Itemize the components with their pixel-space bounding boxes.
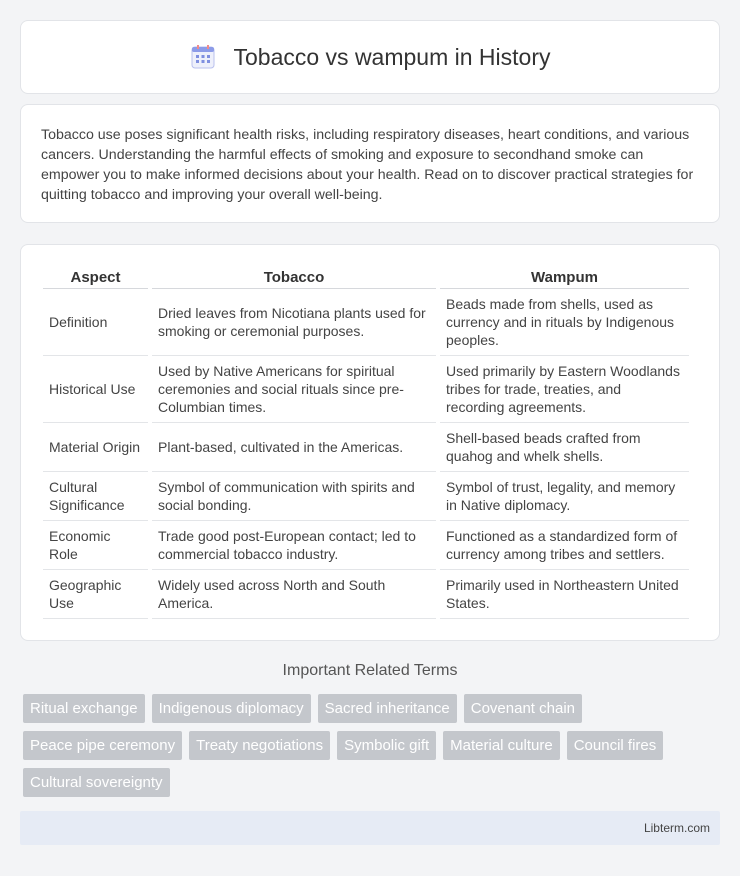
table-row [43, 570, 689, 619]
wampum-cell: Functioned as a standardized form of currency among tribes and settlers. [440, 521, 689, 570]
calendar-grid-icon [190, 44, 216, 70]
tobacco-cell: Trade good post-European contact; led to commercial tobacco industry. [152, 521, 436, 570]
term-tag[interactable]: Treaty negotiations [189, 731, 330, 760]
related-terms-list [23, 694, 723, 797]
wampum-cell: Beads made from shells, used as currency and in rituals by Indigenous peoples. [440, 289, 689, 356]
table-row [43, 472, 689, 521]
aspect-cell: Material Origin [43, 423, 148, 472]
term-tag[interactable]: Indigenous diplomacy [152, 694, 311, 723]
term-tag[interactable]: Ritual exchange [23, 694, 145, 723]
table-row [43, 423, 689, 472]
intro-text: Tobacco use poses significant health risks, including respiratory diseases, heart conditions, and various cancers. Understanding the harmful effects of smoking and exposure to secondhand smoke can empower you to make informed decisions about your health. Read on to discover practical strategies for quitting tobacco and improving your overall well-being. [41, 127, 694, 203]
term-tag[interactable]: Sacred inheritance [318, 694, 457, 723]
wampum-cell: Symbol of trust, legality, and memory in Native diplomacy. [440, 472, 689, 521]
aspect-cell: Economic Role [43, 521, 148, 570]
tobacco-cell: Dried leaves from Nicotiana plants used for smoking or ceremonial purposes. [152, 289, 436, 356]
term-tag[interactable]: Material culture [443, 731, 560, 760]
aspect-cell: Historical Use [43, 356, 148, 423]
column-header: Wampum [440, 265, 689, 289]
intro-card [20, 104, 720, 223]
header-card [20, 20, 720, 94]
term-tag[interactable]: Cultural sovereignty [23, 768, 170, 797]
table-row [43, 356, 689, 423]
tobacco-cell: Symbol of communication with spirits and social bonding. [152, 472, 436, 521]
term-tag[interactable]: Symbolic gift [337, 731, 436, 760]
tobacco-cell: Used by Native Americans for spiritual ceremonies and social rituals since pre-Columbian times. [152, 356, 436, 423]
tobacco-cell: Plant-based, cultivated in the Americas. [152, 423, 436, 472]
aspect-cell: Cultural Significance [43, 472, 148, 521]
wampum-cell: Primarily used in Northeastern United States. [440, 570, 689, 619]
term-tag[interactable]: Covenant chain [464, 694, 582, 723]
wampum-cell: Shell-based beads crafted from quahog and whelk shells. [440, 423, 689, 472]
footer-link[interactable]: Libterm.com [643, 821, 710, 835]
column-header: Tobacco [152, 265, 436, 289]
column-header: Aspect [43, 265, 148, 289]
comparison-card [20, 244, 720, 641]
tobacco-cell: Widely used across North and South America. [152, 570, 436, 619]
term-tag[interactable]: Peace pipe ceremony [23, 731, 182, 760]
wampum-cell: Used primarily by Eastern Woodlands tribes for trade, treaties, and recording agreements. [440, 356, 689, 423]
footer [20, 811, 720, 845]
table-row [43, 289, 689, 356]
comparison-table [39, 265, 693, 619]
table-row [43, 521, 689, 570]
page-title: Tobacco vs wampum in History [233, 43, 551, 70]
table-header-row [43, 265, 689, 289]
aspect-cell: Geographic Use [43, 570, 148, 619]
related-terms-title: Important Related Terms [282, 662, 458, 679]
term-tag[interactable]: Council fires [567, 731, 664, 760]
aspect-cell: Definition [43, 289, 148, 356]
